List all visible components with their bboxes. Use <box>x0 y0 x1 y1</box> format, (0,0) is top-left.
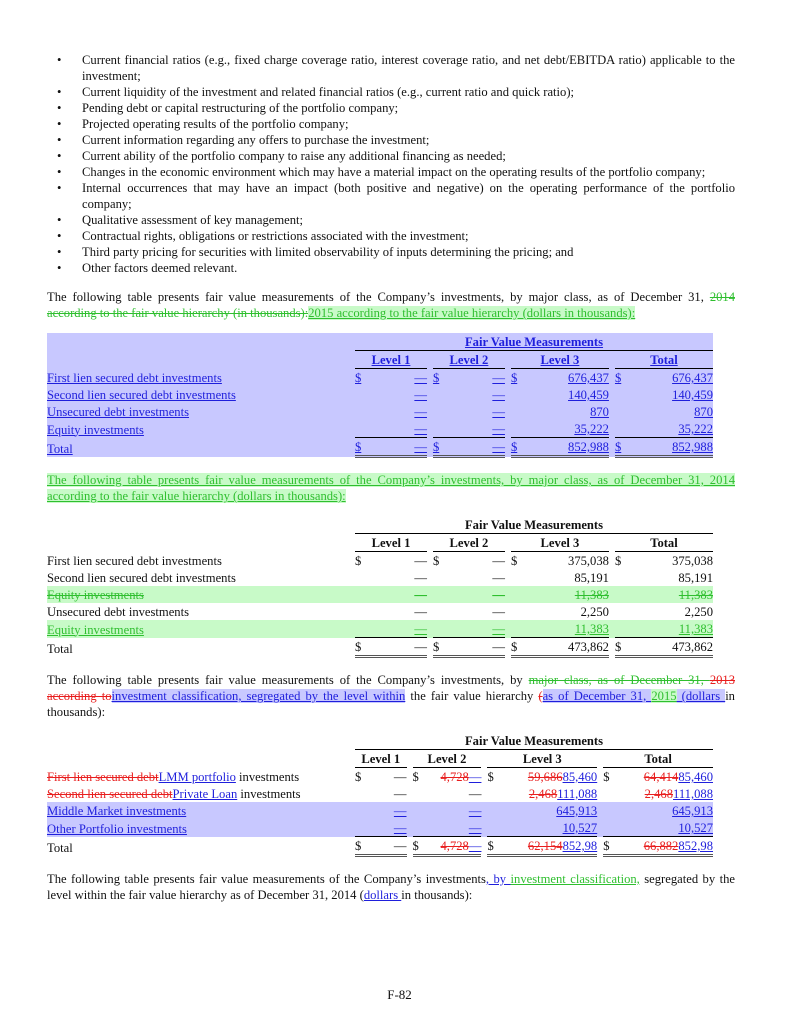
bullet-item: • Internal occurrences that may have an impact (both positive and negative) on the operating performance of the portfolio company; <box>57 181 735 211</box>
fair-value-table-classification <box>47 732 713 857</box>
deleted-table-row: Equity investments — — 11,383 11,383 <box>47 588 713 602</box>
valuation-factors-list <box>47 52 735 276</box>
table-total-row: Total $ — $ — $ 473,862 $ 473,862 <box>47 638 713 657</box>
table-row: Unsecured debt investments — — 870 870 <box>47 405 713 419</box>
table-row: First lien secured debt investments $ — $ — $ 375,038 $ 375,038 <box>47 554 713 568</box>
col-header-total: Total <box>603 750 713 768</box>
intro-paragraph-2014-classification: The following table presents fair value measurements of the Company’s investments, by investment classification, segregated by the level within the fair value hierarchy as of December 31, 2014 (dollars in thousands): <box>47 872 735 902</box>
bullet-icon: • <box>57 213 62 227</box>
bullet-icon: • <box>57 85 62 99</box>
bullet-item: • Pending debt or capital restructuring of the portfolio company; <box>57 101 399 115</box>
col-header-level2: Level 2 <box>413 750 482 768</box>
col-header-level2: Level 2 <box>433 534 505 552</box>
table-group-header: Fair Value Measurements <box>355 516 713 534</box>
bullet-icon: • <box>57 101 62 115</box>
table-row: Second lien secured debt investments — — 140,459 140,459 <box>47 388 713 402</box>
col-header-level3: Level 3 <box>487 750 597 768</box>
inserted-table-row: Middle Market investments — — 645,913 645,913 <box>47 804 713 818</box>
col-header-total: Total <box>615 534 713 552</box>
col-header-level3: Level 3 <box>511 534 609 552</box>
bullet-icon: • <box>57 149 62 163</box>
col-header-total: Total <box>615 351 713 369</box>
intro-paragraph-classification: The following table presents fair value measurements of the Company’s investments, by major class, as of December 31, 2013 according toinvestment classification, segregated by the level within the fair value hierarchy (as of December 31, 2015 (dollars in thousands): <box>47 673 735 719</box>
bullet-item: • Current information regarding any offers to purchase the investment; <box>57 133 430 147</box>
bullet-icon: • <box>57 165 62 179</box>
col-header-level1: Level 1 <box>355 750 407 768</box>
bullet-item: • Qualitative assessment of key management; <box>57 213 304 227</box>
bullet-icon: • <box>57 53 62 67</box>
bullet-item: • Other factors deemed relevant. <box>57 261 238 275</box>
bullet-item: • Changes in the economic environment which may have a material impact on the operating results of the portfolio company; <box>57 165 706 179</box>
bullet-item: • Third party pricing for securities with limited observability of inputs determining the pricing; and <box>57 245 574 259</box>
table-row: Unsecured debt investments — — 2,250 2,250 <box>47 605 713 619</box>
document-page <box>47 52 735 903</box>
col-header-level1: Level 1 <box>355 534 427 552</box>
table-total-row: Total $ — $ 4,728— $ 62,154852,98 $ 66,882852,98 <box>47 837 713 856</box>
deleted-text: 2014 according to the fair value hierarchy (in thousands): <box>47 290 735 320</box>
col-header-level2: Level 2 <box>433 351 505 369</box>
table-total-row: Total $ — $ — $ 852,988 $ 852,988 <box>47 438 713 457</box>
fair-value-table-2015 <box>47 333 713 458</box>
bullet-icon: • <box>57 117 62 131</box>
table-row: Second lien secured debt investments — — 85,191 85,191 <box>47 571 713 585</box>
intro-paragraph-2015: The following table presents fair value measurements of the Company’s investments, by major class, as of December 31, 2014 according to the fair value hierarchy (in thousands):2015 according to the fair value hierarchy (dollars in thousands): <box>47 290 735 320</box>
bullet-icon: • <box>57 245 62 259</box>
table-row: First lien secured debtLMM portfolio investments $ — $ 4,728— $ 59,68685,460 $ 64,41485,460 <box>47 770 713 784</box>
intro-paragraph-2014: The following table presents fair value measurements of the Company’s investments, by major class, as of December 31, 2014 according to the fair value hierarchy (dollars in thousands): <box>47 473 735 503</box>
bullet-item: • Current financial ratios (e.g., fixed charge coverage ratio, interest coverage ratio, and net debt/EBITDA ratio) applicable to the investment; <box>57 53 735 83</box>
bullet-icon: • <box>57 229 62 243</box>
bullet-icon: • <box>57 133 62 147</box>
inserted-table-row: Equity investments — — 11,383 11,383 <box>47 622 713 637</box>
col-header-level1: Level 1 <box>355 351 427 369</box>
table-row: First lien secured debt investments $ — $ — $ 676,437 $ 676,437 <box>47 369 713 387</box>
table-row: Second lien secured debtPrivate Loan investments — — 2,468111,088 2,468111,088 <box>47 787 713 801</box>
inserted-table-row: Other Portfolio investments — — 10,527 10,527 <box>47 821 713 836</box>
table-group-header: Fair Value Measurements <box>355 333 713 351</box>
table-row: Equity investments — — 35,222 35,222 <box>47 422 713 437</box>
fair-value-table-2014 <box>47 516 713 658</box>
col-header-level3: Level 3 <box>511 351 609 369</box>
bullet-icon: • <box>57 181 62 195</box>
bullet-item: • Current liquidity of the investment and related financial ratios (e.g., current ratio and quick ratio); <box>57 85 575 99</box>
bullet-item: • Contractual rights, obligations or restrictions associated with the investment; <box>57 229 469 243</box>
page-number: F-82 <box>387 987 412 1002</box>
bullet-item: • Current ability of the portfolio company to raise any additional financing as needed; <box>57 149 506 163</box>
inserted-text: 2015 according to the fair value hierarchy (dollars in thousands): <box>308 306 636 320</box>
bullet-item: • Projected operating results of the portfolio company; <box>57 117 349 131</box>
bullet-icon: • <box>57 261 62 275</box>
table-group-header: Fair Value Measurements <box>355 732 713 750</box>
